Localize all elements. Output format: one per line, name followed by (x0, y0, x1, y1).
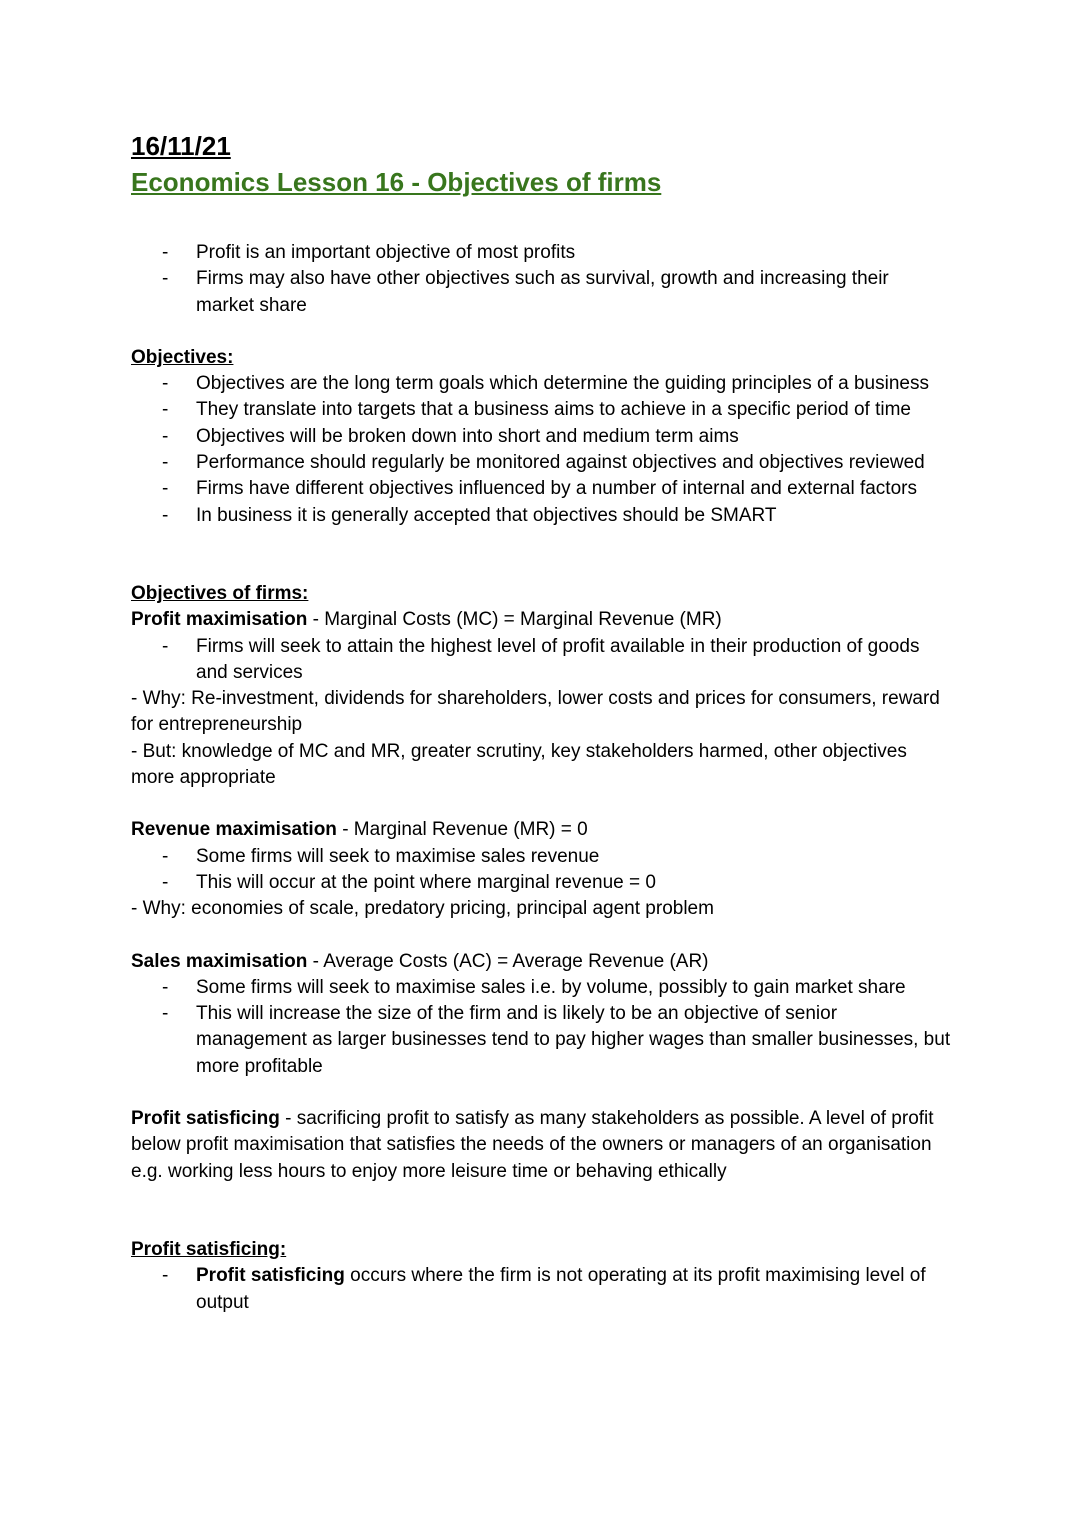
dash-bullet-icon: - (162, 452, 169, 474)
intro-bullet-list (131, 240, 951, 319)
dash-bullet-icon: - (162, 504, 169, 526)
profit-satisficing-heading: Profit satisficing: (131, 1238, 287, 1260)
profit-maximisation-why: - Why: Re-investment, dividends for shareholders, lower costs and prices for consumers, reward for entrepreneurship (131, 688, 940, 736)
revenue-maximisation-bullets (131, 844, 951, 897)
profit-maximisation-term: Profit maximisation (131, 609, 308, 631)
sales-maximisation-definition: Sales maximisation - Average Costs (AC) = Average Revenue (AR) (131, 950, 709, 972)
page-title: Economics Lesson 16 - Objectives of firms (131, 167, 662, 197)
dash-bullet-icon: - (162, 845, 169, 867)
dash-bullet-icon: - (162, 1265, 169, 1287)
dash-bullet-icon: - (162, 1003, 169, 1025)
profit-satisficing-definition: Profit satisficing - sacrificing profit to satisfy as many stakeholders as possible. A level of profit below profit maximisation that satisfies the needs of the owners or managers of an organisation e.g. working less hours to enjoy more leisure time or behaving ethically (131, 1108, 934, 1182)
list-item: - Firms may also have other objectives such as survival, growth and increasing their market share (162, 268, 889, 316)
profit-maximisation-bullets (131, 634, 951, 687)
list-item: - Profit satisficing occurs where the firm is not operating at its profit maximising level of output (162, 1265, 926, 1313)
dash-bullet-icon: - (162, 478, 169, 500)
sales-maximisation-bullets (131, 975, 951, 1080)
dash-bullet-icon: - (162, 399, 169, 421)
profit-maximisation-definition: Profit maximisation - Marginal Costs (MC) = Marginal Revenue (MR) (131, 609, 722, 631)
profit-maximisation-but: - But: knowledge of MC and MR, greater scrutiny, key stakeholders harmed, other objectives more appropriate (131, 740, 907, 789)
list-item: - This will increase the size of the firm and is likely to be an objective of senior management as larger businesses tend to pay higher wages than smaller businesses, but more profitable (162, 1003, 951, 1077)
dash-bullet-icon: - (162, 373, 169, 395)
dash-bullet-icon: - (162, 425, 169, 447)
dash-bullet-icon: - (162, 242, 169, 263)
list-item: - This will occur at the point where marginal revenue = 0 (131, 870, 951, 896)
list-item: - Some firms will seek to maximise sales revenue (131, 844, 951, 870)
lesson-date: 16/11/21 (131, 131, 231, 161)
list-item: - Performance should regularly be monitored against objectives and objectives reviewed (131, 450, 951, 476)
list-item: - Firms will seek to attain the highest level of profit available in their production of goods and services (162, 635, 920, 683)
list-item: - In business it is generally accepted that objectives should be SMART (131, 503, 951, 529)
revenue-maximisation-definition: Revenue maximisation - Marginal Revenue (MR) = 0 (131, 819, 588, 841)
profit-satisficing-bullets (131, 1263, 951, 1316)
list-item: - Firms have different objectives influenced by a number of internal and external factors (131, 476, 951, 502)
list-item: - Objectives will be broken down into short and medium term aims (131, 424, 951, 450)
dash-bullet-icon: - (162, 976, 169, 998)
list-item: - They translate into targets that a business aims to achieve in a specific period of time (131, 397, 951, 423)
dash-bullet-icon: - (162, 871, 169, 893)
revenue-maximisation-term: Revenue maximisation (131, 819, 337, 841)
sales-maximisation-term: Sales maximisation (131, 950, 308, 972)
revenue-maximisation-why: - Why: economies of scale, predatory pricing, principal agent problem (131, 898, 714, 920)
list-item: - Objectives are the long term goals which determine the guiding principles of a business (131, 371, 951, 397)
profit-satisficing-term: Profit satisficing (131, 1108, 280, 1130)
list-item: - Profit is an important objective of most profits (131, 240, 951, 266)
dash-bullet-icon: - (162, 635, 169, 657)
dash-bullet-icon: - (162, 268, 169, 290)
objectives-bullet-list (131, 371, 951, 529)
objectives-heading: Objectives: (131, 346, 234, 368)
objectives-of-firms-heading: Objectives of firms: (131, 582, 309, 604)
list-item: - Some firms will seek to maximise sales i.e. by volume, possibly to gain market share (131, 975, 951, 1001)
profit-satisficing-bullet-term: Profit satisficing (196, 1265, 345, 1287)
document-page (131, 128, 951, 1316)
